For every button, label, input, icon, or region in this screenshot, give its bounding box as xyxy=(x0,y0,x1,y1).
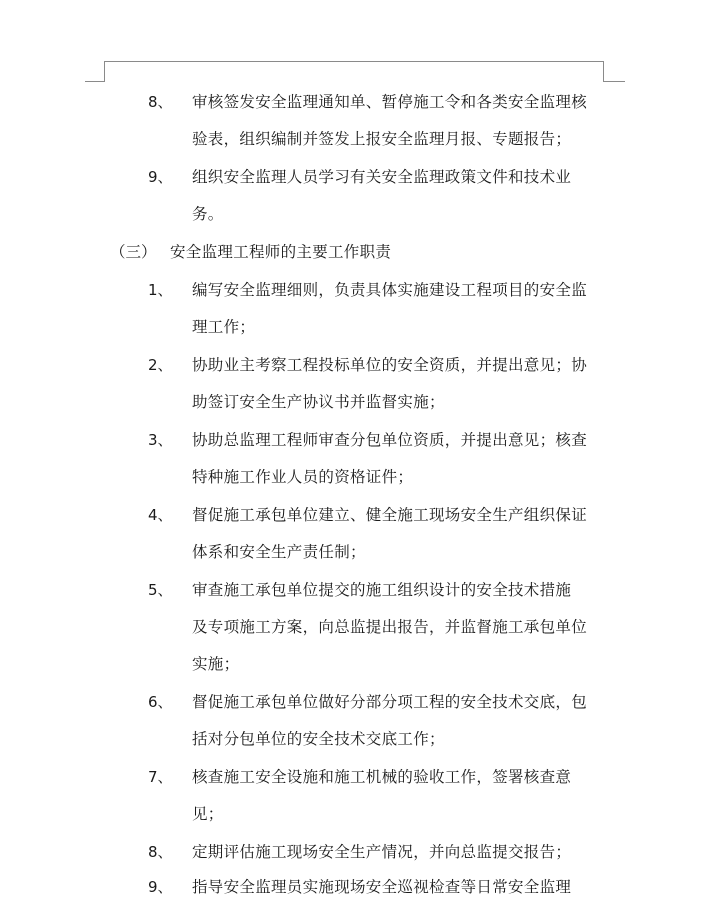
list-item-number: 1、 xyxy=(148,281,173,299)
margin-boundary-top xyxy=(104,61,603,62)
list-item-line: 核查施工安全设施和施工机械的验收工作，签署核查意 xyxy=(192,768,572,786)
list-item-line: 指导安全监理员实施现场安全巡视检查等日常安全监理 xyxy=(192,878,572,896)
list-item-number: 3、 xyxy=(148,431,173,449)
list-item-line: 协助业主考察工程投标单位的安全资质，并提出意见；协 xyxy=(192,356,588,374)
list-item-line: 审核签发安全监理通知单、暂停施工令和各类安全监理核 xyxy=(192,93,588,111)
list-item-number: 5、 xyxy=(148,581,173,599)
section-number: （三） xyxy=(110,243,157,261)
list-item-line: 特种施工作业人员的资格证件； xyxy=(192,468,414,486)
list-item-number: 9、 xyxy=(148,168,173,186)
list-item-line: 督促施工承包单位建立、健全施工现场安全生产组织保证 xyxy=(192,506,588,524)
list-item-number: 2、 xyxy=(148,356,173,374)
list-item-number: 6、 xyxy=(148,693,173,711)
list-item-line: 验表，组织编制并签发上报安全监理月报、专题报告； xyxy=(192,130,572,148)
list-item-line: 括对分包单位的安全技术交底工作； xyxy=(192,730,445,748)
list-item-number: 9、 xyxy=(148,878,173,896)
list-item-line: 协助总监理工程师审查分包单位资质，并提出意见；核查 xyxy=(192,431,588,449)
list-item-line: 组织安全监理人员学习有关安全监理政策文件和技术业 xyxy=(192,168,572,186)
list-item-line: 助签订安全生产协议书并监督实施； xyxy=(192,393,445,411)
list-item-line: 理工作； xyxy=(192,318,256,336)
list-item-number: 8、 xyxy=(148,93,173,111)
list-item-line: 定期评估施工现场安全生产情况，并向总监提交报告； xyxy=(192,843,572,861)
margin-boundary-right xyxy=(603,61,604,82)
list-item-line: 督促施工承包单位做好分部分项工程的安全技术交底，包 xyxy=(192,693,588,711)
section-title: 安全监理工程师的主要工作职责 xyxy=(170,243,392,261)
margin-boundary-left xyxy=(104,61,105,82)
list-item-line: 实施； xyxy=(192,655,240,673)
list-item-line: 体系和安全生产责任制； xyxy=(192,543,366,561)
list-item-number: 4、 xyxy=(148,506,173,524)
list-item-line: 务。 xyxy=(192,205,224,223)
margin-corner-mark-right xyxy=(603,81,625,82)
list-item-number: 7、 xyxy=(148,768,173,786)
list-item-line: 及专项施工方案，向总监提出报告，并监督施工承包单位 xyxy=(192,618,588,636)
list-item-number: 8、 xyxy=(148,843,173,861)
list-item-line: 审查施工承包单位提交的施工组织设计的安全技术措施 xyxy=(192,581,572,599)
list-item-line: 见； xyxy=(192,805,224,823)
margin-corner-mark-left xyxy=(85,81,105,82)
list-item-line: 编写安全监理细则，负责具体实施建设工程项目的安全监 xyxy=(192,281,588,299)
